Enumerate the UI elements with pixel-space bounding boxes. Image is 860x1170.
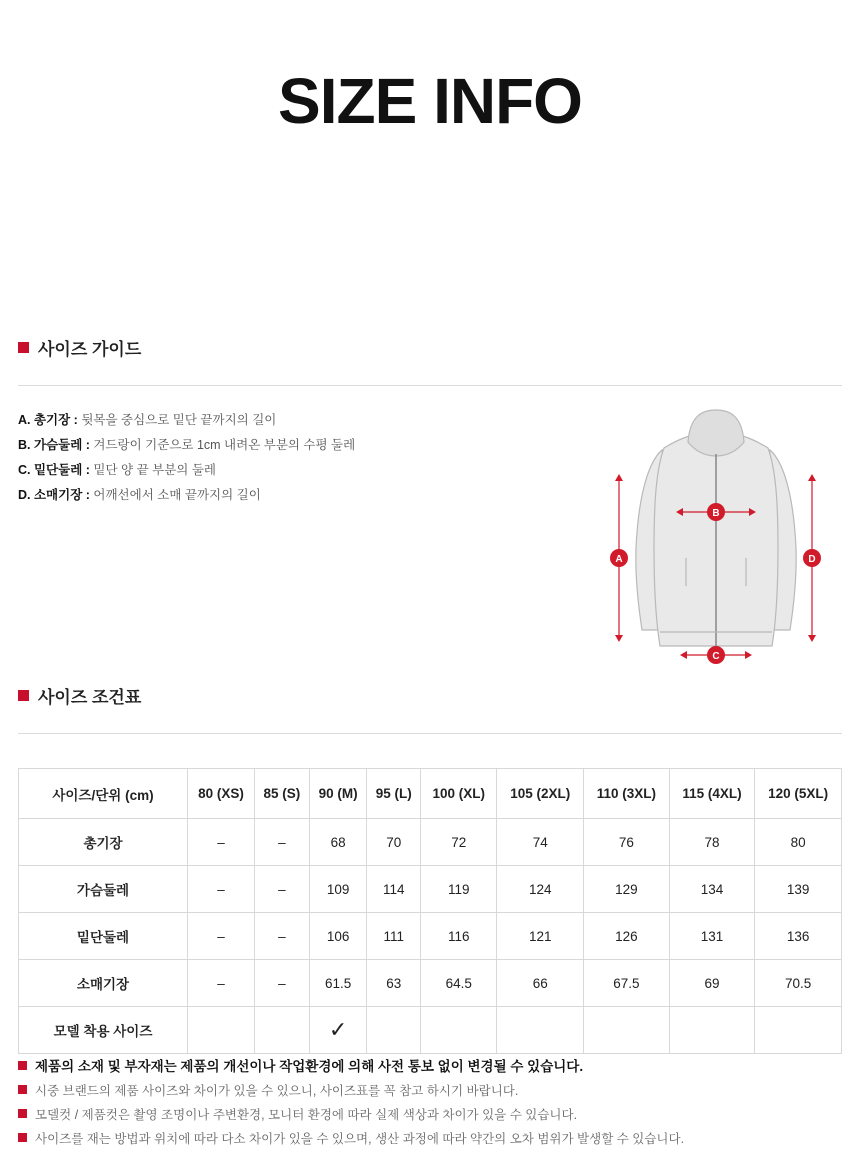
bullet-square-icon [18,1109,27,1118]
table-cell: – [188,913,255,960]
table-cell [584,1007,670,1054]
table-cell: 68 [309,819,367,866]
table-cell [367,1007,421,1054]
bullet-square-icon [18,1133,27,1142]
table-cell: – [255,819,310,866]
table-cell: 121 [497,913,584,960]
svg-text:B: B [712,508,720,519]
footnote-list [18,1055,842,1151]
footnote-item [18,1055,842,1079]
svg-text:D: D [808,554,816,565]
bullet-square-icon [18,1061,27,1070]
table-cell: 67.5 [584,960,670,1007]
table-cell [188,1007,255,1054]
table-cell: 78 [669,819,755,866]
footnote-item [18,1127,842,1151]
table-header-cell: 115 (4XL) [669,769,755,819]
table-cell: – [188,866,255,913]
size-table-heading-label: 사이즈 조건표 [38,688,142,707]
table-row [19,913,842,960]
page-title: SIZE INFO [278,65,582,137]
legend-item [18,433,438,458]
table-cell: 139 [755,866,842,913]
size-table-heading [18,683,141,708]
table-cell: 114 [367,866,421,913]
table-cell: 131 [669,913,755,960]
table-cell: 119 [421,866,497,913]
table-row [19,960,842,1007]
table-cell: 136 [755,913,842,960]
table-header-cell: 105 (2XL) [497,769,584,819]
table-cell [669,1007,755,1054]
legend-desc: 뒷목을 중심으로 밑단 끝까지의 길이 [81,413,277,427]
footnote-text: 제품의 소재 및 부자재는 제품의 개선이나 작업환경에 의해 사전 통보 없이 변경될 수 있습니다. [35,1059,584,1074]
legend-item [18,408,438,433]
table-cell: 129 [584,866,670,913]
table-header-cell: 80 (XS) [188,769,255,819]
table-cell: – [188,819,255,866]
table-cell: 63 [367,960,421,1007]
table-header-cell: 사이즈/단위 (cm) [19,769,188,819]
table-row [19,866,842,913]
table-cell: 106 [309,913,367,960]
table-header-cell: 85 (S) [255,769,310,819]
measurement-legend [18,408,438,508]
legend-key: B. 가슴둘레 : [18,438,90,452]
table-cell: – [255,913,310,960]
table-cell: 69 [669,960,755,1007]
size-table [18,768,842,1054]
table-cell: 124 [497,866,584,913]
table-cell: 126 [584,913,670,960]
table-cell: 109 [309,866,367,913]
table-header-cell: 120 (5XL) [755,769,842,819]
table-cell: 66 [497,960,584,1007]
table-cell: 70 [367,819,421,866]
legend-key: A. 총기장 : [18,413,78,427]
table-cell: 80 [755,819,842,866]
size-guide-heading-label: 사이즈 가이드 [38,340,142,359]
table-cell: 74 [497,819,584,866]
table-header-cell: 95 (L) [367,769,421,819]
table-cell: 70.5 [755,960,842,1007]
bullet-square-icon [18,1085,27,1094]
row-label: 총기장 [19,819,188,866]
table-cell: 72 [421,819,497,866]
table-cell: 64.5 [421,960,497,1007]
legend-desc: 밑단 양 끝 부분의 둘레 [93,463,216,477]
table-header-row [19,769,842,819]
table-cell: 76 [584,819,670,866]
footnote-text: 모델컷 / 제품컷은 촬영 조명이나 주변환경, 모니터 환경에 따라 실제 색상과 차이가 있을 수 있습니다. [35,1108,578,1122]
svg-text:C: C [712,651,720,662]
svg-text:A: A [615,554,623,565]
table-cell: – [255,960,310,1007]
table-header-cell: 90 (M) [309,769,367,819]
legend-key: D. 소매기장 : [18,488,90,502]
table-cell [497,1007,584,1054]
table-cell [421,1007,497,1054]
table-cell: 116 [421,913,497,960]
table-row [19,819,842,866]
footnote-text: 시중 브랜드의 제품 사이즈와 차이가 있을 수 있으니, 사이즈표를 꼭 참고 하시기 바랍니다. [35,1084,519,1098]
model-size-check-icon: ✓ [309,1007,367,1054]
bullet-square-icon [18,690,29,701]
footnote-item [18,1079,842,1103]
legend-item [18,483,438,508]
divider-table [18,733,842,734]
legend-desc: 어깨선에서 소매 끝까지의 길이 [93,488,261,502]
table-cell: – [255,866,310,913]
table-cell: 111 [367,913,421,960]
row-label: 모델 착용 사이즈 [19,1007,188,1054]
divider-guide [18,385,842,386]
table-cell: – [188,960,255,1007]
footnote-item [18,1103,842,1127]
footnote-text: 사이즈를 재는 방법과 위치에 따라 다소 차이가 있을 수 있으며, 생산 과정에 따라 약간의 오차 범위가 발생할 수 있습니다. [35,1132,685,1146]
row-label: 가슴둘레 [19,866,188,913]
row-label: 소매기장 [19,960,188,1007]
legend-desc: 겨드랑이 기준으로 1cm 내려온 부분의 수평 둘레 [93,438,356,452]
legend-item [18,458,438,483]
row-label: 밑단둘레 [19,913,188,960]
jacket-measurement-diagram [590,408,842,664]
table-header-cell: 110 (3XL) [584,769,670,819]
table-cell [755,1007,842,1054]
legend-key: C. 밑단둘레 : [18,463,90,477]
table-cell: 134 [669,866,755,913]
size-guide-heading [18,335,141,360]
table-row [19,1007,842,1054]
table-cell: 61.5 [309,960,367,1007]
table-header-cell: 100 (XL) [421,769,497,819]
table-cell [255,1007,310,1054]
bullet-square-icon [18,342,29,353]
